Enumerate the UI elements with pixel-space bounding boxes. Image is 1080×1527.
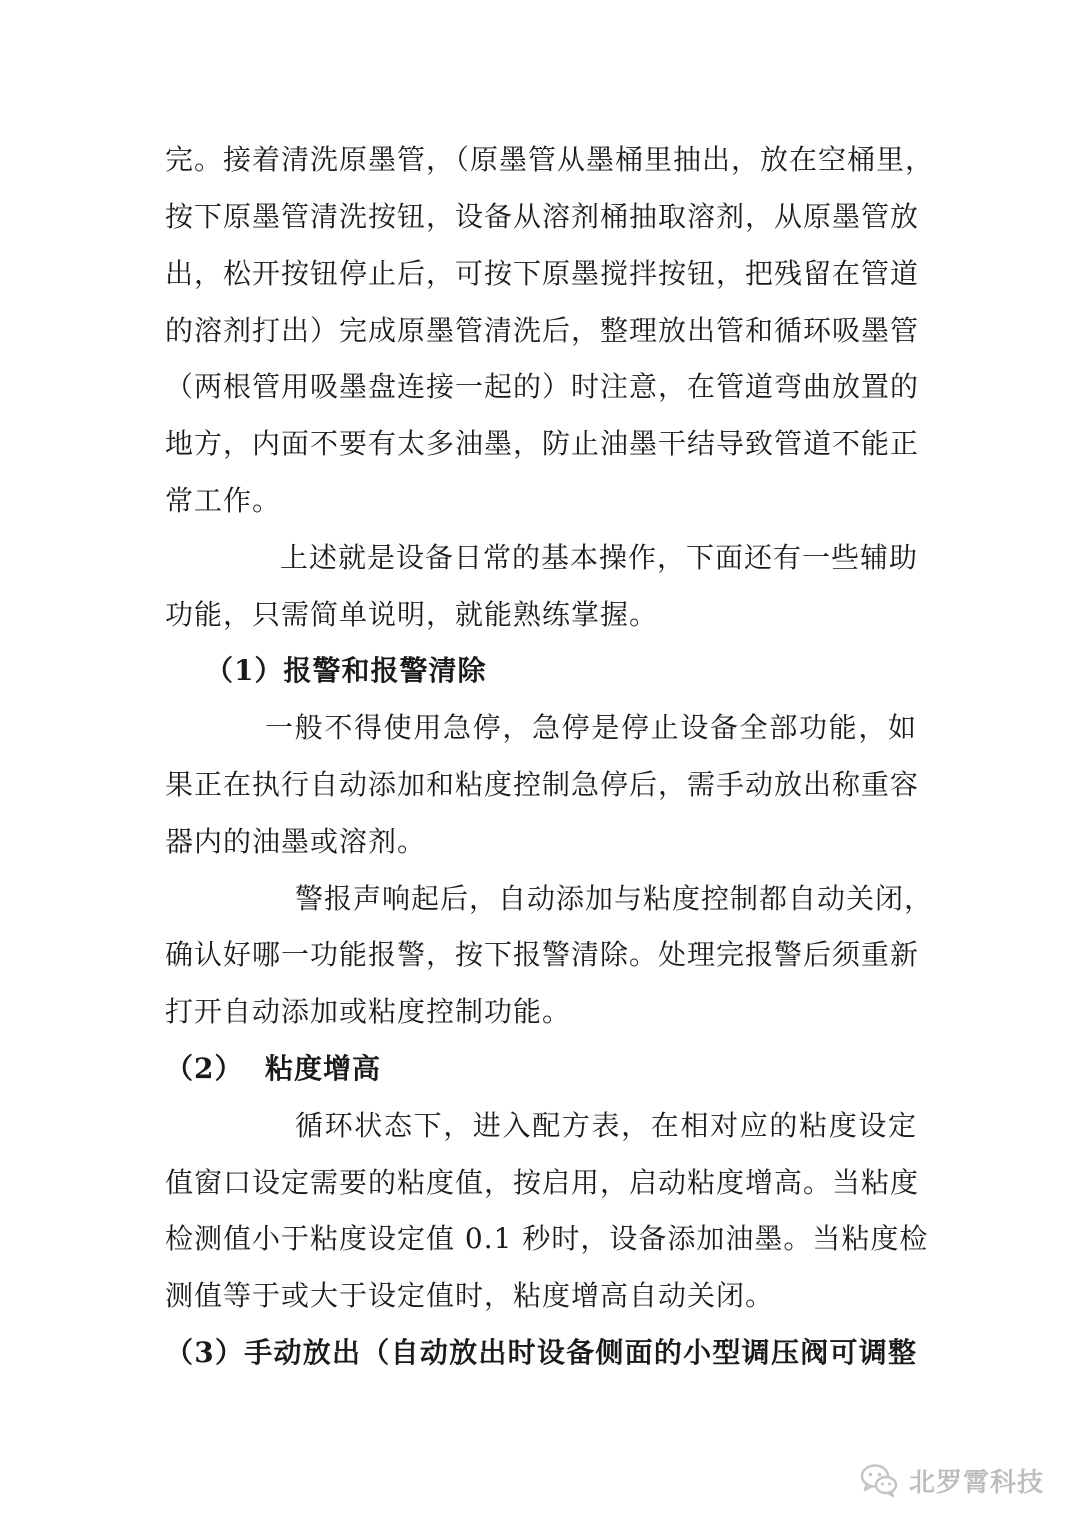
section-heading-1: （1）报警和报警清除: [205, 654, 487, 687]
paragraph-line: 地方，内面不要有太多油墨，防止油墨干结导致管道不能正: [165, 427, 920, 460]
paragraph-line: 测值等于或大于设定值时，粘度增高自动关闭。: [165, 1279, 775, 1312]
paragraph-line: 常工作。: [165, 484, 282, 517]
section-heading-2: （2） 粘度增高: [165, 1052, 381, 1085]
watermark: [859, 1458, 1044, 1502]
paragraph-line: 检测值小于粘度设定值 0.1 秒时，设备添加油墨。当粘度检: [165, 1222, 929, 1255]
paragraph-line: 值窗口设定需要的粘度值，按启用，启动粘度增高。当粘度: [165, 1166, 920, 1199]
paragraph-line: 的溶剂打出）完成原墨管清洗后，整理放出管和循环吸墨管: [165, 314, 920, 347]
paragraph-line: 警报声响起后，自动添加与粘度控制都自动关闭，: [295, 882, 934, 915]
paragraph-line: （两根管用吸墨盘连接一起的）时注意，在管道弯曲放置的: [165, 370, 920, 403]
paragraph-line: 循环状态下，进入配方表，在相对应的粘度设定: [295, 1109, 917, 1142]
paragraph-line: 果正在执行自动添加和粘度控制急停后，需手动放出称重容: [165, 768, 920, 801]
paragraph-line: 上述就是设备日常的基本操作，下面还有一些辅助: [280, 541, 919, 574]
paragraph-line: 出，松开按钮停止后，可按下原墨搅拌按钮，把残留在管道: [165, 257, 920, 290]
paragraph-line: 一般不得使用急停，急停是停止设备全部功能，如: [265, 711, 917, 744]
watermark-text: 北罗霄科技: [908, 1467, 1044, 1498]
paragraph-line: 完。接着清洗原墨管，（原墨管从墨桶里抽出，放在空桶里，: [165, 143, 935, 176]
paragraph-line: 器内的油墨或溶剂。: [165, 825, 427, 858]
paragraph-line: 打开自动添加或粘度控制功能。: [165, 995, 572, 1028]
paragraph-line: 功能，只需简单说明，就能熟练掌握。: [165, 598, 659, 631]
paragraph-line: 按下原墨管清洗按钮，设备从溶剂桶抽取溶剂，从原墨管放: [165, 200, 920, 233]
section-heading-3: （3）手动放出（自动放出时设备侧面的小型调压阀可调整: [165, 1336, 917, 1369]
paragraph-line: 确认好哪一功能报警，按下报警清除。处理完报警后须重新: [165, 938, 920, 971]
wechat-icon: [859, 1460, 899, 1500]
